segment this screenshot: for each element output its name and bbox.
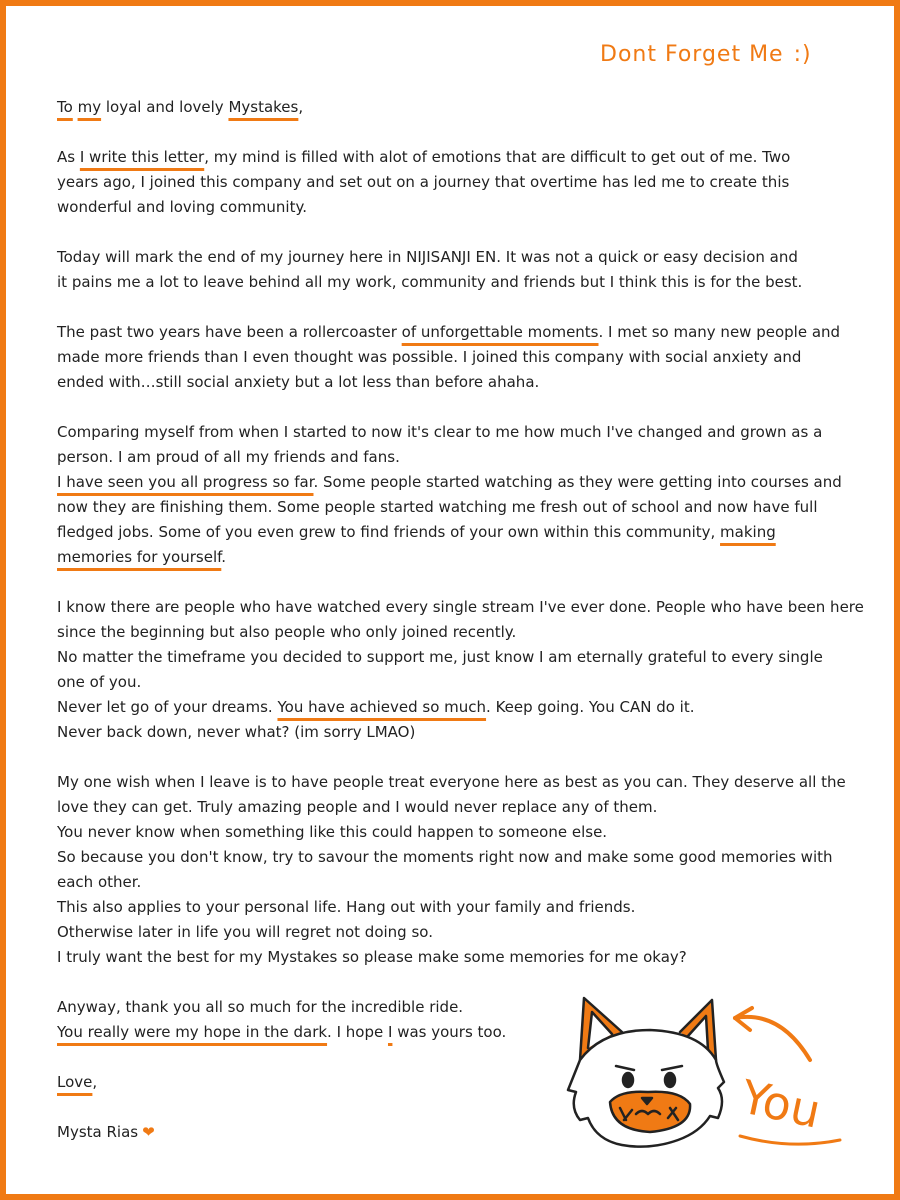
- smiley-icon: :): [793, 42, 812, 67]
- signature: Mysta Rias ❤: [57, 1123, 155, 1141]
- fox-doodle: [540, 990, 860, 1160]
- paragraph-6: My one wish when I leave is to have people treat everyone here as best as you can. They deserve all the love they can get. Truly amazing people and I would never replace any of them. You never know when something like this could happen to someone else. So because you don't know, try to savour the moments right now and make some good memories with each other. This also applies to your personal life. Hang out with your family and friends. Otherwise later in life you will regret not doing so. I truly want the best for my Mystakes so please make some memories for me okay?: [57, 773, 846, 966]
- doodle-label-underline: [740, 1136, 840, 1144]
- paragraph-4: Comparing myself from when I started to now it's clear to me how much I've changed and grown as a person. I am proud of all my friends and fans. I have seen you all progress so far. Some people started watching as they were getting into courses and now they are finishing them. Some people started watching me fresh out of school and now have full fledged jobs. Some of you even grew to find friends of your own within this community, making memories for yourself.: [57, 423, 842, 566]
- greeting: To my loyal and lovely Mystakes,: [57, 98, 304, 116]
- doodle-label: You: [736, 1069, 826, 1139]
- arrow-icon: [735, 1008, 810, 1060]
- paragraph-5: I know there are people who have watched every single stream I've ever done. People who have been here since the beginning but also people who only joined recently. No matter the timeframe you decided to support me, just know I am eternally grateful to every single one of you. Never let go of your dreams. You have achieved so much. Keep going. You CAN do it. Never back down, never what? (im sorry LMAO): [57, 598, 864, 741]
- heart-icon: ❤: [142, 1123, 155, 1141]
- paragraph-3: The past two years have been a rollercoaster of unforgettable moments. I met so many new people and made more friends than I even thought was possible. I joined this company with social anxiety and ended with…still social anxiety but a lot less than before ahaha.: [57, 323, 841, 391]
- corner-note: [600, 42, 812, 67]
- fox-face-icon: [568, 998, 724, 1147]
- paragraph-2: Today will mark the end of my journey here in NIJISANJI EN. It was not a quick or easy decision and it pains me a lot to leave behind all my work, community and friends but I think this is for the best.: [57, 248, 803, 291]
- corner-note-text: Dont Forget Me: [600, 42, 784, 67]
- paragraph-7: Anyway, thank you all so much for the incredible ride. You really were my hope in the dark. I hope I was yours too.: [57, 998, 507, 1041]
- paragraph-1: As I write this letter, my mind is filled with alot of emotions that are difficult to get out of me. Two years ago, I joined this company and set out on a journey that overtime has led me to create this wonderful and loving community.: [57, 148, 791, 216]
- closing-love: Love,: [57, 1073, 98, 1091]
- letter-body: [57, 95, 864, 1145]
